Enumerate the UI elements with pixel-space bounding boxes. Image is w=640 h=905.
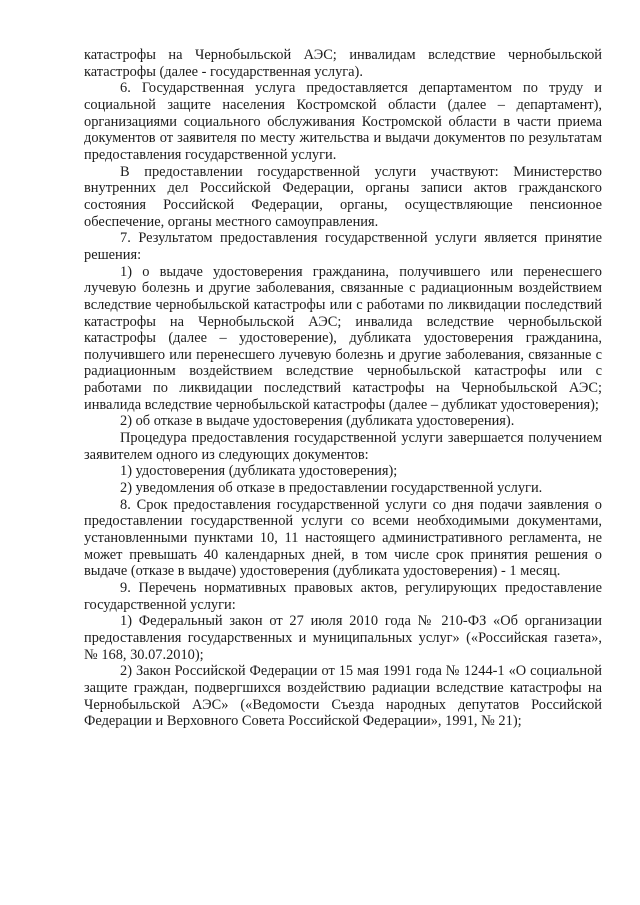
paragraph-9-item-2: 2) Закон Российской Федерации от 15 мая 1991 года № 1244-1 «О социальной защите граждан, подвергшихся воздействию радиации вследствие катастрофы на Чернобыльской АЭС» («Ведомости Съезда народных депутатов Российской Федерации и Верховного Совета Российской Федерации», 1991, № 21); — [84, 663, 602, 730]
paragraph-9: 9. Перечень нормативных правовых актов, регулирующих предоставление государственной услуги: — [84, 580, 602, 613]
paragraph-procedure-item-1: 1) удостоверения (дубликата удостоверения); — [120, 463, 398, 480]
document-page — [84, 47, 602, 730]
paragraph-procedure-item-2: 2) уведомления об отказе в предоставлении государственной услуги. — [120, 480, 543, 497]
paragraph-7-item-1: 1) о выдаче удостоверения гражданина, получившего или перенесшего лучевую болезнь и другие заболевания, связанные с радиационным воздействием вследствие чернобыльской катастрофы или с работами по ликвидации последствий катастрофы на Чернобыльской АЭС; инвалида вследствие чернобыльской катастрофы (далее – удостоверение), дубликата удостоверения гражданина, получившего или перенесшего лучевую болезнь и другие заболевания, связанные с радиационным воздействием вследствие чернобыльской катастрофы или с работами по ликвидации последствий катастрофы на Чернобыльской АЭС; инвалида вследствие чернобыльской катастрофы (далее – дубликат удостоверения); — [84, 263, 602, 413]
paragraph-participants: В предоставлении государственной услуги участвуют: Министерство внутренних дел Российской Федерации, органы записи актов гражданского состояния Российской Федерации, органы, осуществляющие пенсионное обеспечение, органы местного самоуправления. — [84, 163, 602, 230]
paragraph-8: 8. Срок предоставления государственной услуги со дня подачи заявления о предоставлении государственной услуги со всеми необходимыми документами, установленными пунктами 10, 11 настоящего административного регламента, не может превышать 40 календарных дней, в том числе срок принятия решения о выдаче (отказе в выдаче) удостоверения (дубликата удостоверения) - 1 месяц. — [84, 496, 602, 580]
paragraph-procedure: Процедура предоставления государственной услуги завершается получением заявителем одного из следующих документов: — [84, 430, 602, 463]
paragraph-9-item-1: 1) Федеральный закон от 27 июля 2010 года № 210-ФЗ «Об организации предоставления государственных и муниципальных услуг» («Российская газета», № 168, 30.07.2010); — [84, 613, 602, 663]
paragraph-continuation: катастрофы на Чернобыльской АЭС; инвалидам вследствие чернобыльской катастрофы (далее - государственная услуга). — [84, 47, 602, 80]
paragraph-7-item-2: 2) об отказе в выдаче удостоверения (дубликата удостоверения). — [120, 413, 515, 430]
paragraph-6: 6. Государственная услуга предоставляется департаментом по труду и социальной защите населения Костромской области (далее – департамент), организациями социального обслуживания Костромской области в части приема документов от заявителя по месту жительства и выдачи документов по результатам предоставления государственной услуги. — [84, 80, 602, 163]
paragraph-7: 7. Результатом предоставления государственной услуги является принятие решения: — [84, 230, 602, 263]
